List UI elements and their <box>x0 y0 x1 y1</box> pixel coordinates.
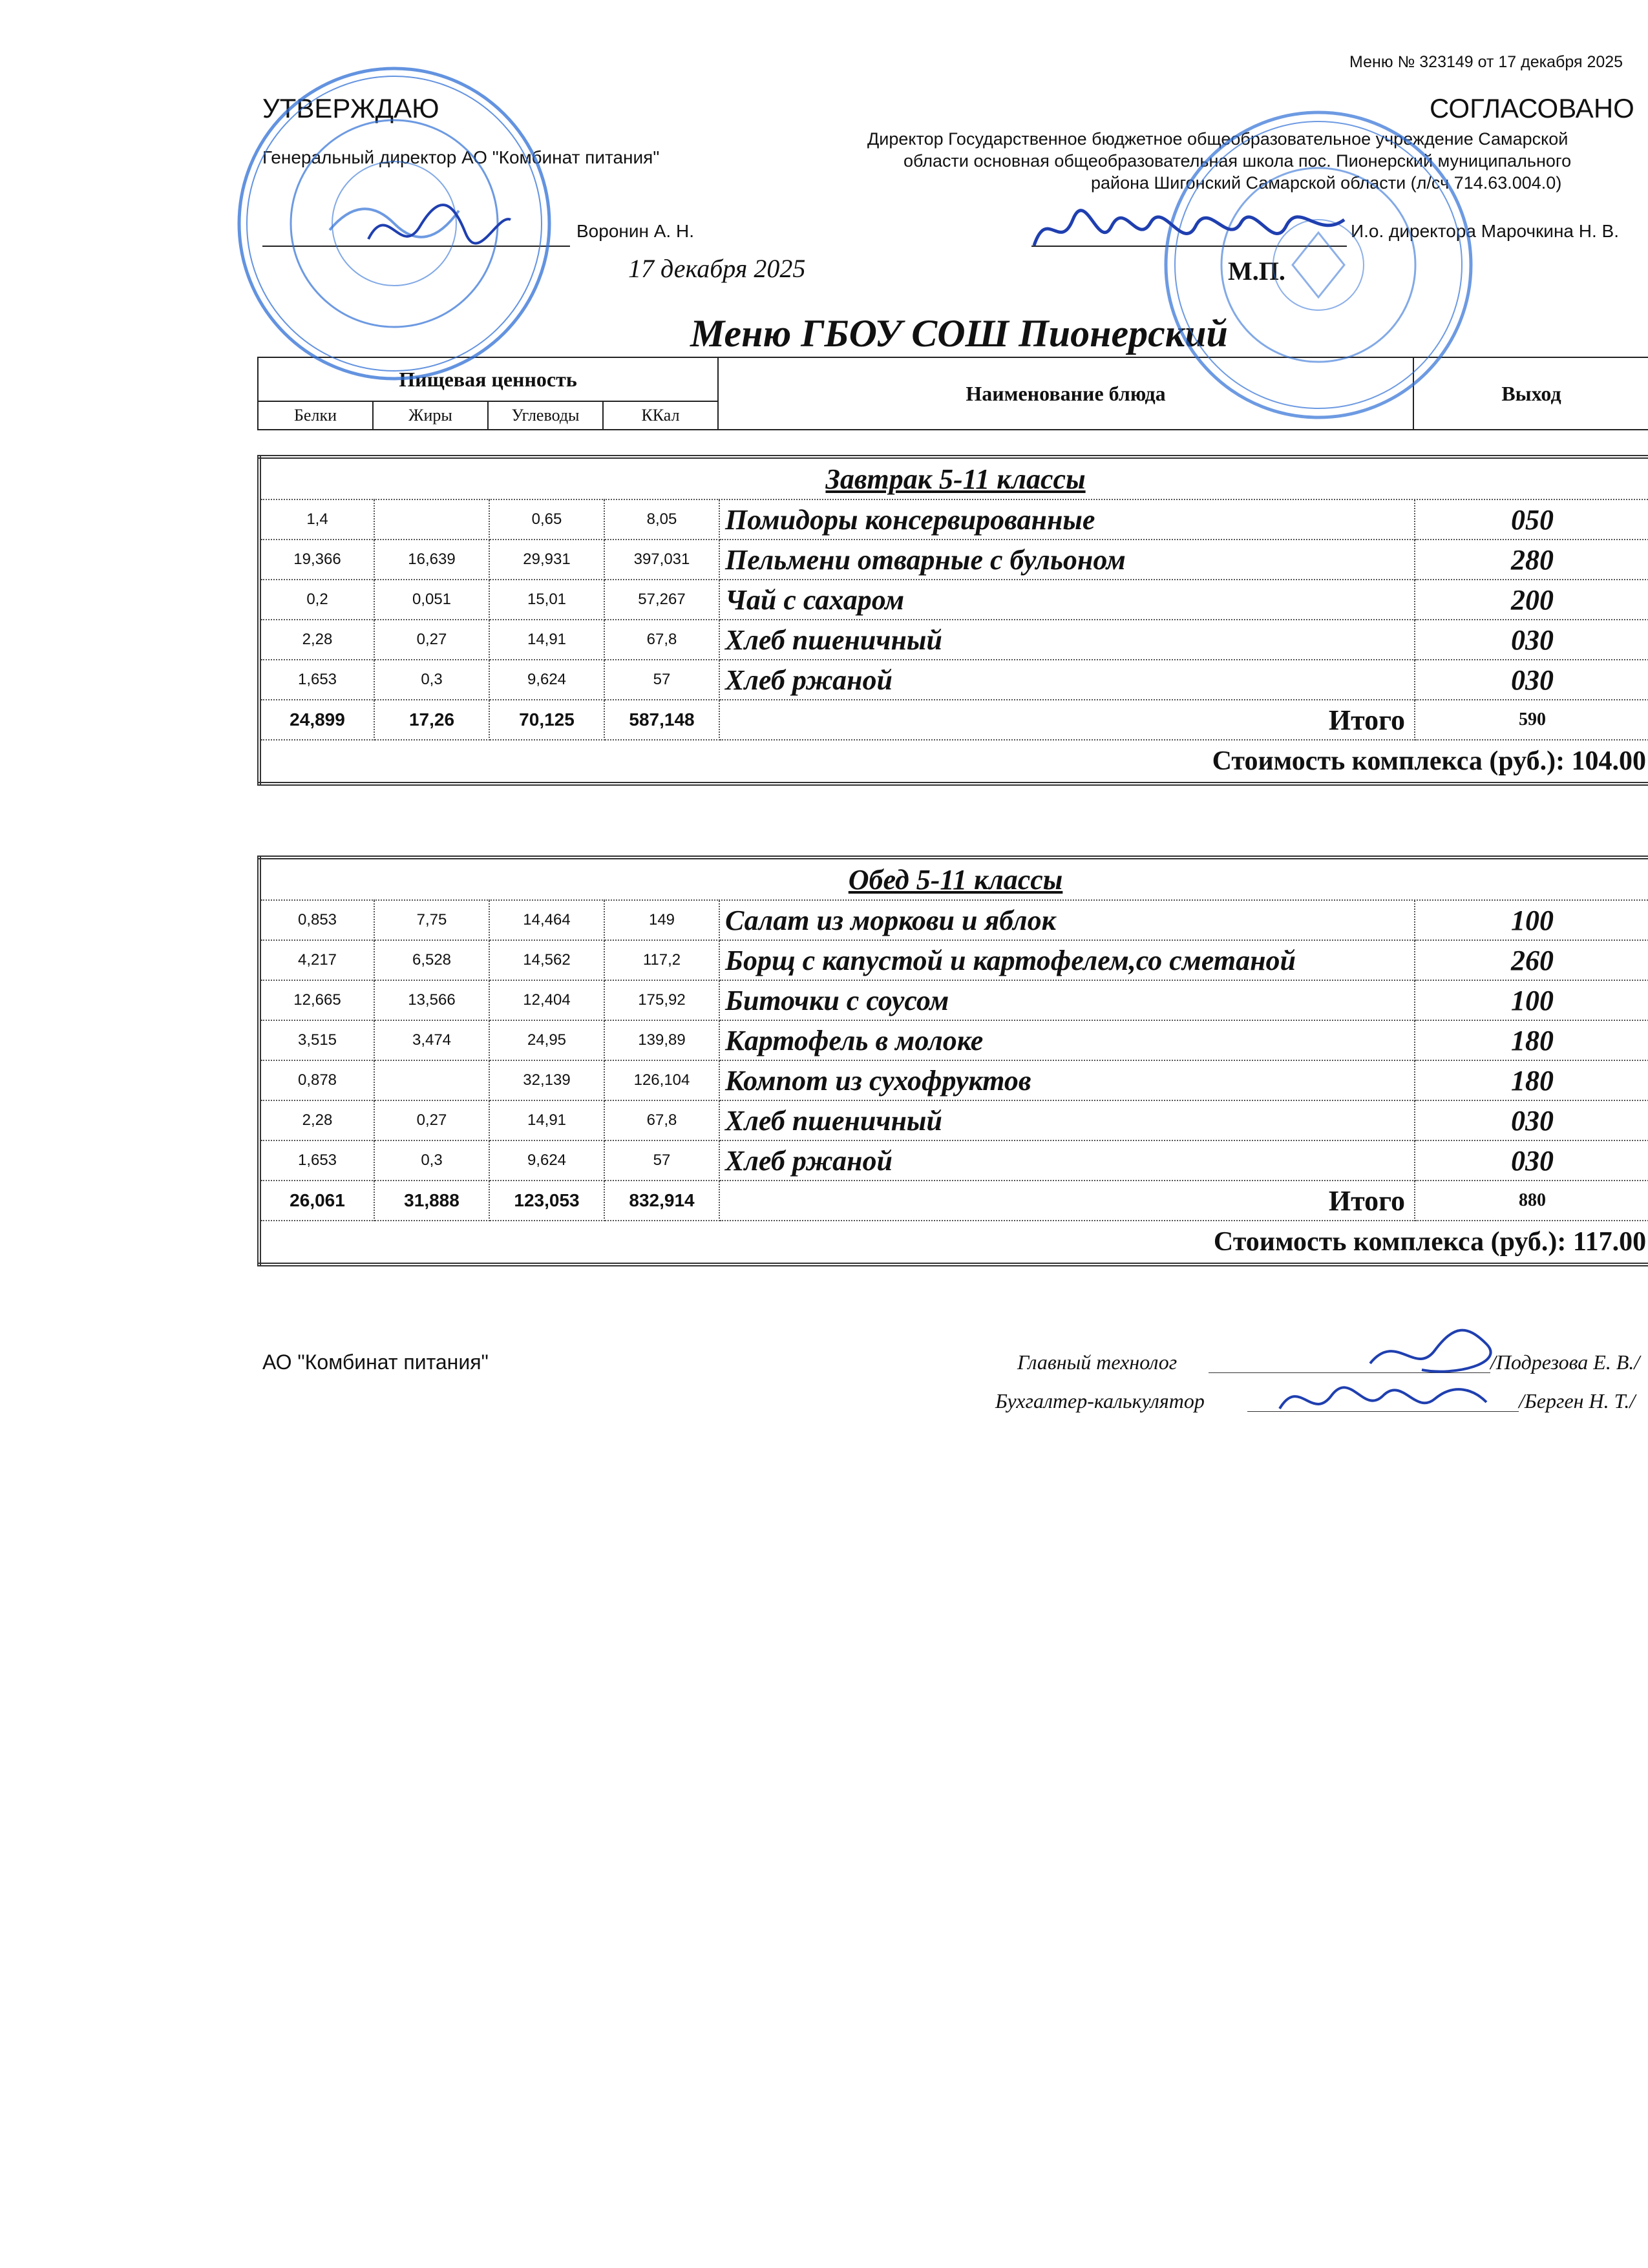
breakfast-table <box>257 455 1648 786</box>
fat-cell: 16,639 <box>374 540 489 580</box>
agree-line-2: области основная общеобразовательная школа пос. Пионерский муниципального <box>903 151 1572 171</box>
output-cell: 100 <box>1415 980 1648 1020</box>
dish-cell: Биточки с соусом <box>719 980 1415 1020</box>
fat-cell: 3,474 <box>374 1020 489 1060</box>
fat-cell: 0,27 <box>374 620 489 660</box>
dish-cell: Пельмени отварные с бульоном <box>719 540 1415 580</box>
output-cell: 030 <box>1415 660 1648 700</box>
total-label: Итого <box>719 1181 1415 1221</box>
dish-cell: Хлеб пшеничный <box>719 1100 1415 1140</box>
protein-cell: 1,653 <box>259 1140 374 1181</box>
total-kcal: 587,148 <box>604 700 719 740</box>
protein-cell: 1,4 <box>259 499 374 540</box>
fat-cell <box>374 1060 489 1100</box>
protein-cell: 1,653 <box>259 660 374 700</box>
dish-cell: Картофель в молоке <box>719 1020 1415 1060</box>
approve-signature <box>362 187 517 265</box>
kcal-cell: 67,8 <box>604 620 719 660</box>
carbs-cell: 14,91 <box>489 1100 604 1140</box>
protein-cell: 2,28 <box>259 1100 374 1140</box>
total-carbs: 123,053 <box>489 1181 604 1221</box>
fat-cell: 0,3 <box>374 1140 489 1181</box>
table-row <box>259 580 1648 620</box>
kcal-cell: 57,267 <box>604 580 719 620</box>
section-title-lunch: Обед 5-11 классы <box>259 857 1648 900</box>
fat-header: Жиры <box>373 401 488 430</box>
school-stamp <box>1163 103 1474 426</box>
lunch-table <box>257 856 1648 1266</box>
agree-name: И.о. директора Марочкина Н. В. <box>1351 221 1619 241</box>
fat-cell: 6,528 <box>374 940 489 980</box>
carbs-cell: 32,139 <box>489 1060 604 1100</box>
kcal-cell: 126,104 <box>604 1060 719 1100</box>
table-row <box>259 1140 1648 1181</box>
carbs-cell: 14,91 <box>489 620 604 660</box>
mp-label: М.П. <box>1228 257 1285 286</box>
protein-cell: 2,28 <box>259 620 374 660</box>
dish-cell: Чай с сахаром <box>719 580 1415 620</box>
carbs-header: Углеводы <box>488 401 603 430</box>
fat-cell <box>374 499 489 540</box>
carbs-cell: 0,65 <box>489 499 604 540</box>
kcal-cell: 117,2 <box>604 940 719 980</box>
output-cell: 030 <box>1415 1140 1648 1181</box>
agree-line-1: Директор Государственное бюджетное общеобразовательное учреждение Самарской <box>867 129 1569 149</box>
complex-cost: Стоимость комплекса (руб.): 104.00 <box>259 740 1648 784</box>
table-row <box>259 499 1648 540</box>
agree-heading: СОГЛАСОВАНО <box>1430 93 1634 123</box>
total-row <box>259 1181 1648 1221</box>
output-cell: 260 <box>1415 940 1648 980</box>
dish-cell: Помидоры консервированные <box>719 499 1415 540</box>
total-protein: 24,899 <box>259 700 374 740</box>
kcal-header: ККал <box>603 401 718 430</box>
total-carbs: 70,125 <box>489 700 604 740</box>
table-row <box>259 940 1648 980</box>
table-row <box>259 1020 1648 1060</box>
approve-date: 17 декабря 2025 <box>628 254 806 283</box>
dish-cell: Салат из моркови и яблок <box>719 900 1415 940</box>
protein-cell: 0,853 <box>259 900 374 940</box>
carbs-cell: 24,95 <box>489 1020 604 1060</box>
output-cell: 030 <box>1415 1100 1648 1140</box>
document-number: Меню № 323149 от 17 декабря 2025 <box>1349 53 1623 71</box>
kcal-cell: 149 <box>604 900 719 940</box>
fat-cell: 0,3 <box>374 660 489 700</box>
dish-cell: Компот из сухофруктов <box>719 1060 1415 1100</box>
total-kcal: 832,914 <box>604 1181 719 1221</box>
approve-position: Генеральный директор АО "Комбинат питания" <box>262 147 660 167</box>
total-fat: 31,888 <box>374 1181 489 1221</box>
output-cell: 200 <box>1415 580 1648 620</box>
protein-cell: 0,878 <box>259 1060 374 1100</box>
dish-header: Наименование блюда <box>718 357 1413 430</box>
kcal-cell: 8,05 <box>604 499 719 540</box>
output-cell: 100 <box>1415 900 1648 940</box>
output-cell: 180 <box>1415 1020 1648 1060</box>
acc-name: /Берген Н. Т./ <box>1519 1389 1636 1412</box>
agree-line-3: района Шигонский Самарской области (л/сч 714.63.004.0) <box>1091 173 1562 193</box>
table-row <box>259 900 1648 940</box>
dish-cell: Хлеб пшеничный <box>719 620 1415 660</box>
carbs-cell: 15,01 <box>489 580 604 620</box>
table-row <box>259 1100 1648 1140</box>
table-row <box>259 620 1648 660</box>
complex-cost: Стоимость комплекса (руб.): 117.00 <box>259 1221 1648 1265</box>
table-row <box>259 660 1648 700</box>
total-label: Итого <box>719 700 1415 740</box>
output-cell: 280 <box>1415 540 1648 580</box>
carbs-cell: 14,562 <box>489 940 604 980</box>
protein-cell: 12,665 <box>259 980 374 1020</box>
kcal-cell: 67,8 <box>604 1100 719 1140</box>
dish-cell: Хлеб ржаной <box>719 1140 1415 1181</box>
kcal-cell: 139,89 <box>604 1020 719 1060</box>
output-cell: 050 <box>1415 499 1648 540</box>
tech-role: Главный технолог <box>1017 1350 1178 1374</box>
carbs-cell: 9,624 <box>489 1140 604 1181</box>
protein-cell: 19,366 <box>259 540 374 580</box>
output-cell: 180 <box>1415 1060 1648 1100</box>
page-title: Меню ГБОУ СОШ Пионерский <box>690 312 1228 355</box>
fat-cell: 0,051 <box>374 580 489 620</box>
kcal-cell: 57 <box>604 660 719 700</box>
approve-name: Воронин А. Н. <box>576 221 694 241</box>
total-output: 880 <box>1415 1181 1648 1221</box>
approve-heading: УТВЕРЖДАЮ <box>262 93 439 123</box>
carbs-cell: 29,931 <box>489 540 604 580</box>
footer-company: АО "Комбинат питания" <box>262 1350 489 1374</box>
total-fat: 17,26 <box>374 700 489 740</box>
section-title-breakfast: Завтрак 5-11 классы <box>259 457 1648 499</box>
output-header: Выход <box>1413 357 1648 430</box>
table-row <box>259 540 1648 580</box>
kcal-cell: 397,031 <box>604 540 719 580</box>
tech-name: /Подрезова Е. В./ <box>1490 1350 1640 1374</box>
protein-cell: 0,2 <box>259 580 374 620</box>
protein-header: Белки <box>258 401 373 430</box>
total-output: 590 <box>1415 700 1648 740</box>
nutrition-header: Пищевая ценность <box>258 357 718 401</box>
protein-cell: 3,515 <box>259 1020 374 1060</box>
kcal-cell: 175,92 <box>604 980 719 1020</box>
carbs-cell: 9,624 <box>489 660 604 700</box>
total-protein: 26,061 <box>259 1181 374 1221</box>
acc-signature <box>1267 1363 1499 1434</box>
acc-role: Бухгалтер-калькулятор <box>995 1389 1205 1412</box>
dish-cell: Хлеб ржаной <box>719 660 1415 700</box>
kcal-cell: 57 <box>604 1140 719 1181</box>
output-cell: 030 <box>1415 620 1648 660</box>
table-row <box>259 1060 1648 1100</box>
fat-cell: 13,566 <box>374 980 489 1020</box>
fat-cell: 7,75 <box>374 900 489 940</box>
carbs-cell: 14,464 <box>489 900 604 940</box>
dish-cell: Борщ с капустой и картофелем,со сметаной <box>719 940 1415 980</box>
table-row <box>259 980 1648 1020</box>
fat-cell: 0,27 <box>374 1100 489 1140</box>
protein-cell: 4,217 <box>259 940 374 980</box>
agree-signature <box>1028 194 1351 265</box>
total-row <box>259 700 1648 740</box>
carbs-cell: 12,404 <box>489 980 604 1020</box>
